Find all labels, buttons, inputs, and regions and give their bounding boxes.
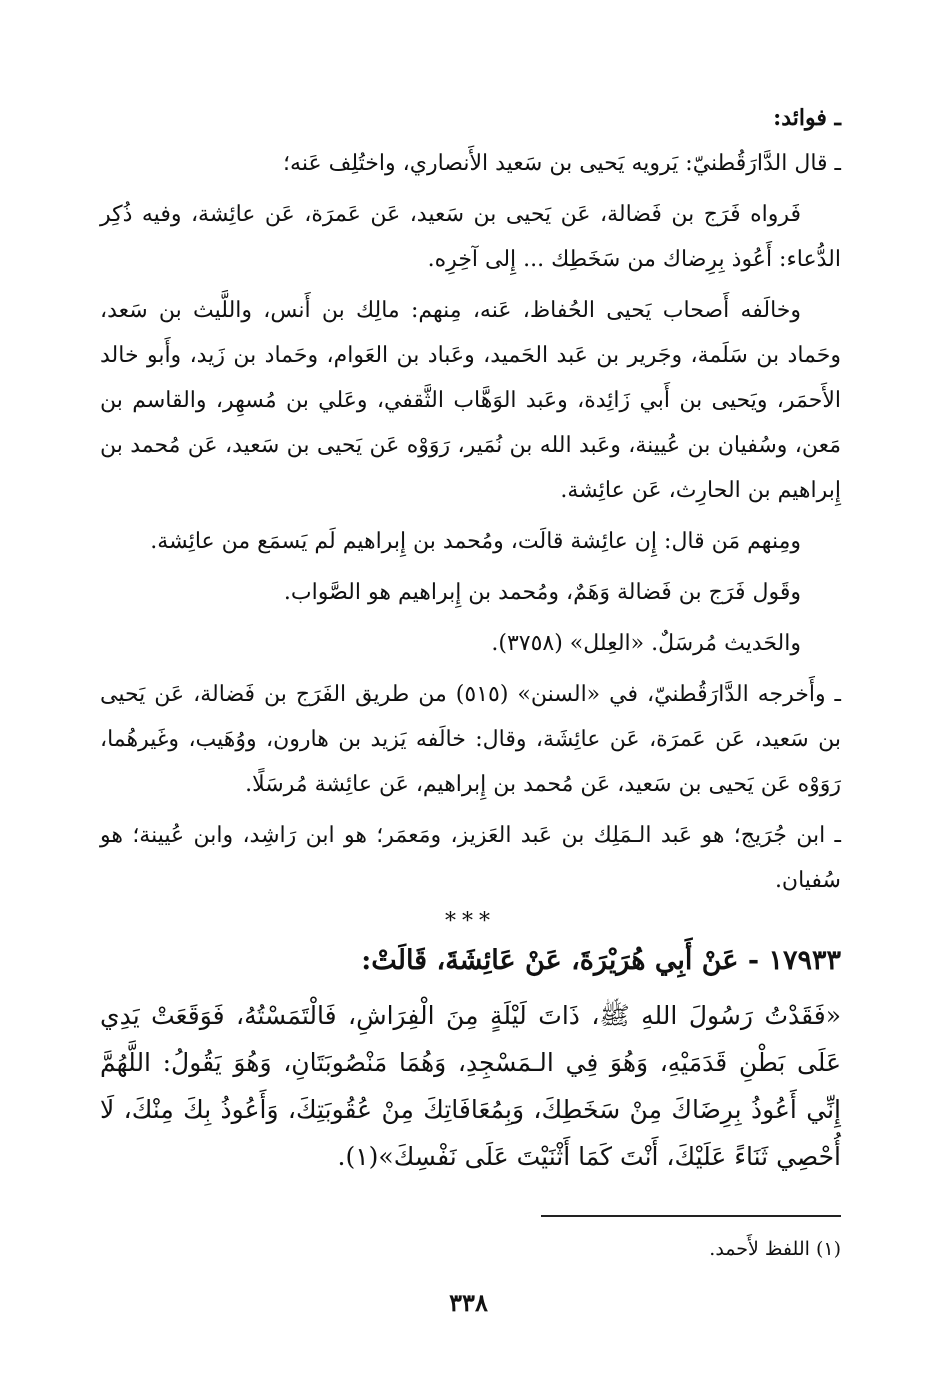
paragraph-5: وقَول فَرَج بن فَضالة وَهَمٌ، ومُحمد بن إِبراهيم هو الصَّواب. — [283, 580, 801, 605]
paragraph-3: وخالَفه أَصحاب يَحيى الحُفاظ، عَنه، مِنهم: مالِك بن أَنس، واللَّيث بن سَعد، وحَماد بن سَلَمة، وجَرير بن عَبد الحَميد، وعَباد بن العَوام، وحَماد بن زَيد، وأَبو خالد الأَحمَر، ويَحيى بن أَبي زَائِدة، وعَبد الوَهَّاب الثَّقفي، وعَلي بن مُسهِر، والقاسم بن مَعن، وسُفيان بن عُيينة، وعَبد الله بن نُمَير، رَوَوْه عَن يَحيى بن سَعيد، عَن مُحمد بن إِبراهيم بن الحارِث، عَن عائِشة. — [100, 298, 841, 503]
section-separator: *** — [445, 909, 496, 934]
footnote: (١) اللفظ لأَحمد. — [709, 1238, 841, 1260]
paragraph-6: والحَديث مُرسَلٌ. «العِلل» (٣٧٥٨). — [491, 631, 801, 656]
page-number: ٣٣٨ — [449, 1288, 488, 1317]
paragraph-8: ـ ابن جُرَيج؛ هو عَبد الـمَلِك بن عَبد العَزيز، ومَعمَر؛ هو ابن رَاشِد، وابن عُيينة؛ هو سُفيان. — [100, 823, 841, 893]
footnote-divider — [541, 1215, 841, 1217]
section-heading: ـ فوائد: — [773, 105, 841, 131]
paragraph-1: ـ قال الدَّارَقُطنيّ: يَرويه يَحيى بن سَعيد الأَنصاري، واختُلِف عَنه؛ — [283, 151, 841, 176]
paragraph-4: ومِنهم مَن قال: إِن عائِشة قالَت، ومُحمد بن إِبراهيم لَم يَسمَع من عائِشة. — [150, 529, 801, 554]
paragraph-7: ـ وأَخرجه الدَّارَقُطنيّ، في «السنن» (٥١٥) من طريق الفَرَج بن فَضالة، عَن يَحيى بن سَعيد، عَن عَمرَة، عَن عائِشَة، وقال: خالَفه يَزيد بن هارون، ووُهَيب، وغَيرهُما، رَوَوْه عَن يَحيى بن سَعيد، عَن مُحمد بن إِبراهيم، عَن عائِشة مُرسَلًا. — [100, 682, 841, 797]
hadith-text: «فَقَدْتُ رَسُولَ اللهِ ﷺ، ذَاتَ لَيْلَةٍ مِنَ الْفِرَاشِ، فَالْتَمَسْتُهُ، فَوَقَعَتْ يَدِي عَلَى بَطْنِ قَدَمَيْهِ، وَهُوَ فِي الـمَسْجِدِ، وَهُمَا مَنْصُوبَتَانِ، وَهُوَ يَقُولُ: اللَّهُمَّ إِنِّي أَعُوذُ بِرِضَاكَ مِنْ سَخَطِكَ، وَبِمُعَافَاتِكَ مِنْ عُقُوبَتِكَ، وَأَعُوذُ بِكَ مِنْكَ، لَا أُحْصِي ثَنَاءً عَلَيْكَ، أَنْتَ كَمَا أَثْنَيْتَ عَلَى نَفْسِكَ»(١). — [100, 1001, 841, 1171]
hadith-heading: ١٧٩٣٣ - عَنْ أَبِي هُرَيْرَةَ، عَنْ عَائِشَةَ، قَالَتْ: — [361, 945, 841, 976]
page-body — [100, 96, 841, 1180]
paragraph-2: فَرواه فَرَج بن فَضالة، عَن يَحيى بن سَعيد، عَن عَمرَة، عَن عائِشة، وفيه ذُكِر الدُّعاء: أَعُوذ بِرِضاك من سَخَطِك ... إِلى آخِرِه. — [100, 202, 841, 272]
